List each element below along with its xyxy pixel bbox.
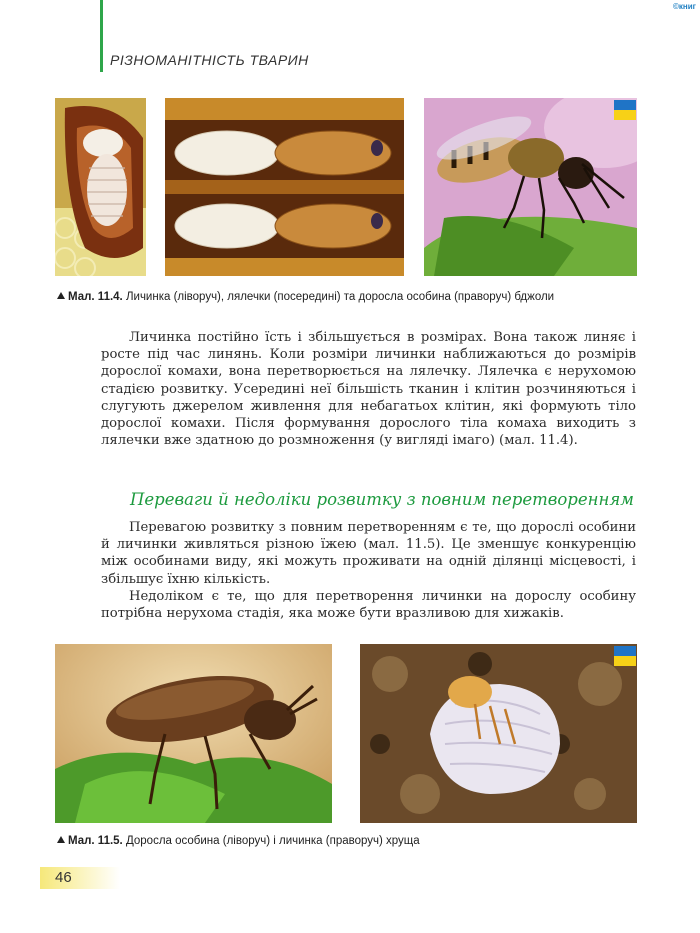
cockchafer-larva-photo xyxy=(360,644,637,823)
section-subheading: Переваги й недоліки розвитку з повним перетворенням xyxy=(130,490,634,509)
triangle-marker-icon xyxy=(57,292,65,299)
paragraph-2-3: Перевагою розвитку з повним перетворенням є те, що дорослі особини й личинки живляться різною їжею (мал. 11.5). Це зменшує конкуренцію між особинами виду, які можуть проживати на одній ділянці місцевості, і збільшує їхню кількість. Недоліком є те, що для перетворення личинки на дорослу особину потрібна нерухома стадія, яка може бути вразливою для хижаків. xyxy=(101,520,636,622)
ukraine-flag-icon xyxy=(614,100,636,120)
section-title: РІЗНОМАНІТНІСТЬ ТВАРИН xyxy=(110,52,309,68)
adult-cockchafer-photo xyxy=(55,644,332,823)
publisher-logo: ©книг xyxy=(673,2,696,11)
bee-pupae-photo xyxy=(165,98,404,276)
header-accent-bar xyxy=(100,0,103,72)
triangle-marker-icon-2 xyxy=(57,836,65,843)
adult-bee-photo xyxy=(424,98,637,276)
ukraine-flag-icon-2 xyxy=(614,646,636,666)
page-number: 46 xyxy=(40,867,120,889)
bee-larva-photo xyxy=(55,98,146,276)
figure-11-4-caption: Мал. 11.4. Личинка (ліворуч), лялечки (посередині) та доросла особина (праворуч) бджоли xyxy=(57,291,657,303)
paragraph-1: Личинка постійно їсть і збільшується в розмірах. Вона також линяє і росте під час линянь. Коли розміри личинки наближаються до розмірів дорослої комахи, вона перетворюється на лялечку. Лялечка є нерухомою стадією розвитку. Усередині неї більшість тканин і клітин розчиняються і слугують джерелом живлення для небагатьох клітин, які формують тіло дорослої комахи. Після формування дорослого тіла комаха виходить з лялечки вже здатною до розмноження (у вигляді імаго) (мал. 11.4). xyxy=(101,330,636,449)
figure-11-5-caption: Мал. 11.5. Доросла особина (ліворуч) і личинка (праворуч) хруща xyxy=(57,835,657,847)
